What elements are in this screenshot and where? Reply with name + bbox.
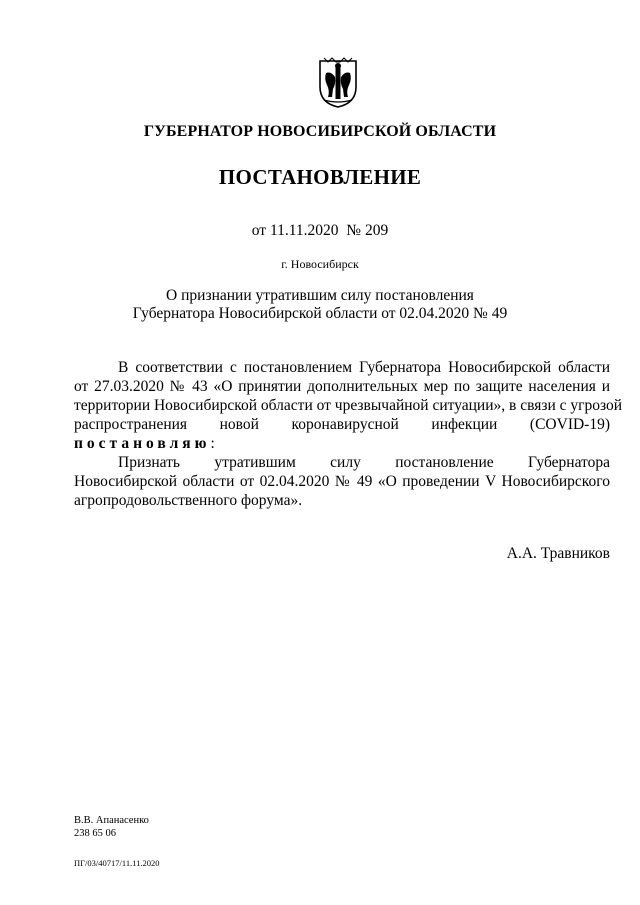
registry-number: ПГ/03/40717/11.11.2020 (74, 858, 160, 868)
subject-line-2: Губернатора Новосибирской области от 02.04.2020 № 49 (132, 305, 508, 322)
novosibirsk-coat-of-arms-icon (318, 57, 358, 109)
subject-line-1: О признании утратившим силу постановления (166, 287, 474, 304)
executor-info (74, 814, 149, 840)
document-body (74, 358, 623, 510)
signature-name: А.А. Травников (506, 545, 610, 562)
executor-name: В.В. Апанасенко (74, 815, 149, 826)
document-type: ПОСТАНОВЛЕНИЕ (218, 165, 422, 189)
coat-of-arms-emblem (318, 57, 358, 109)
body-paragraph-2-line-3: агропродовольственного форума». (74, 492, 303, 509)
decree-word: постановляю (74, 435, 211, 452)
executor-phone: 238 65 06 (74, 828, 116, 839)
body-paragraph-1-line-2: от 27.03.2020 № 43 «О принятии дополнительных мер по защите населения и (74, 378, 610, 395)
body-paragraph-2-line-2: Новосибирской области от 02.04.2020 № 49 «О проведении V Новосибирского (74, 473, 610, 490)
document-date-number: от 11.11.2020 № 209 (251, 222, 389, 239)
document-subject (0, 287, 640, 323)
body-paragraph-1-line-1: В соответствии с постановлением Губернатора Новосибирской области (118, 359, 610, 376)
body-paragraph-1-line-3: территории Новосибирской области от чрезвычайной ситуации», в связи с угрозой (74, 397, 623, 414)
decree-colon: : (210, 435, 215, 452)
city-name: г. Новосибирск (281, 257, 359, 271)
body-paragraph-1-line-4: распространения новой коронавирусной инфекции (COVID-19) (74, 416, 610, 433)
authority-title: ГУБЕРНАТОР НОВОСИБИРСКОЙ ОБЛАСТИ (143, 123, 497, 140)
decree-line (74, 434, 610, 453)
body-paragraph-2-line-1: Признать утратившим силу постановление Губернатора (118, 454, 610, 471)
